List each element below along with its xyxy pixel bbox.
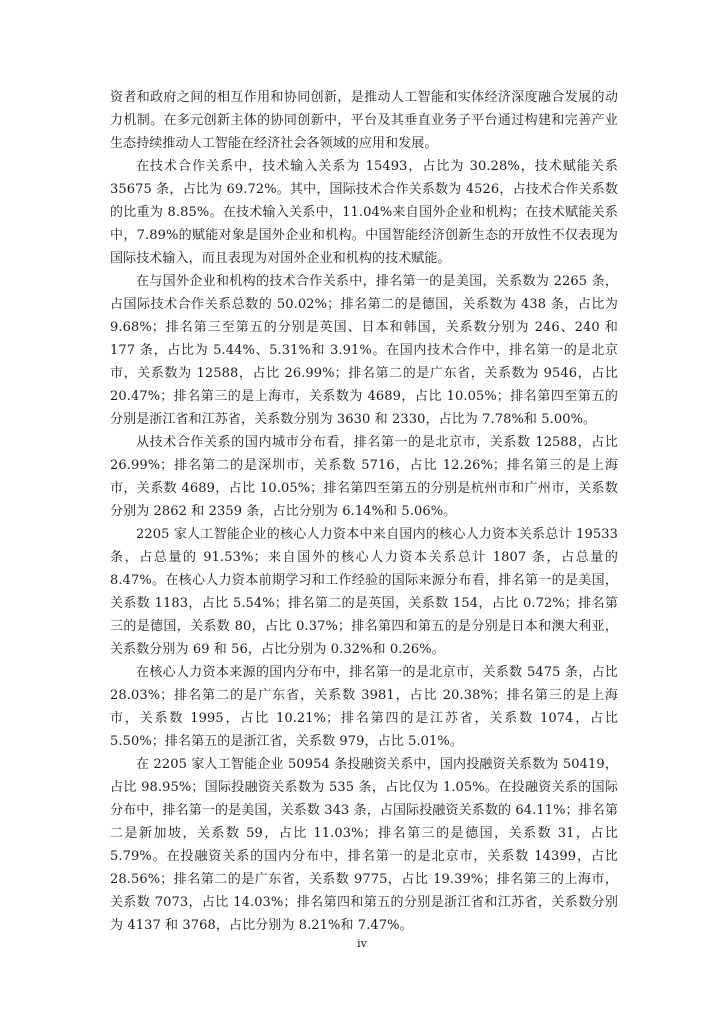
paragraph-human-capital-domestic: 在核心人力资本来源的国内分布中，排名第一的是北京市，关系数 5475 条，占比 28.03%；排名第二的是广东省，关系数 3981，占比 20.38%；排名第三的是上海市，关系数 1995，占比 10.21%；排名第四的是江苏省，关系数 1074，占比 5.50%；排名第五的是浙江省，关系数 979，占比 5.01%。 <box>110 665 618 749</box>
paragraph-continuation: 资者和政府之间的相互作用和协同创新，是推动人工智能和实体经济深度融合发展的动力机制。在多元创新主体的协同创新中，平台及其垂直业务子平台通过构建和完善产业生态持续推动人工智能在经济社会各领域的应用和发展。 <box>110 90 618 151</box>
paragraph-foreign-cooperation: 在与国外企业和机构的技术合作关系中，排名第一的是美国，关系数为 2265 条，占国际技术合作关系总数的 50.02%；排名第二的是德国，关系数为 438 条，占比为 9.68%；排名第三至第五的分别是英国、日本和韩国，关系数分别为 246、240 和 177 条，占比为 5.44%、5.31%和 3.91%。在国内技术合作中，排名第一的是北京市，关系数为 12588，占比 26.99%；排名第二的是广东省，关系数为 9546，占比 20.47%；排名第三的是上海市，关系数为 4689，占比 10.05%；排名第四至第五的分别是浙江省和江苏省，关系数分别为 3630 和 2330，占比为 7.78%和 5.00%。 <box>110 274 618 427</box>
paragraph-investment: 在 2205 家人工智能企业 50954 条投融资关系中，国内投融资关系数为 50419，占比 98.95%；国际投融资关系数为 535 条，占比仅为 1.05%。在投融资关系的国际分布中，排名第一的是美国，关系数 343 条，占国际投融资关系数的 64.11%；排名第二是新加坡，关系数 59，占比 11.03%；排名第三的是德国，关系数 31，占比 5.79%。在投融资关系的国内分布中，排名第一的是北京市，关系数 14399，占比 28.56%；排名第二的是广东省，关系数 9775，占比 19.39%；排名第三的上海市，关系数 7073，占比 14.03%；排名第四和第五的分别是浙江省和江苏省，关系数分别为 4137 和 3768，占比分别为 8.21%和 7.47%。 <box>110 757 618 933</box>
body-text <box>110 86 618 937</box>
paragraph-domestic-cities: 从技术合作关系的国内城市分布看，排名第一的是北京市，关系数 12588，占比 26.99%；排名第二的是深圳市，关系数 5716，占比 12.26%；排名第三的是上海市，关系数 4689，占比 10.05%；排名第四至第五的分别是杭州市和广州市，关系数分别为 2862 和 2359 条，占比分别为 6.14%和 5.06%。 <box>110 435 618 519</box>
paragraph-technology-cooperation: 在技术合作关系中，技术输入关系为 15493，占比为 30.28%，技术赋能关系 35675 条，占比为 69.72%。其中，国际技术合作关系数为 4526，占技术合作关系数的比重为 8.85%。在技术输入关系中，11.04%来自国外企业和机构；在技术赋能关系中，7.89%的赋能对象是国外企业和机构。中国智能经济创新生态的开放性不仅表现为国际技术输入，而且表现为对国外企业和机构的技术赋能。 <box>110 159 618 266</box>
paragraph-human-capital: 2205 家人工智能企业的核心人力资本中来自国内的核心人力资本关系总计 19533 条，占总量的 91.53%；来自国外的核心人力资本关系总计 1807 条，占总量的 8.47%。在核心人力资本前期学习和工作经验的国际来源分布看，排名第一的是美国，关系数 1183，占比 5.54%；排名第二的是英国，关系数 154，占比 0.72%；排名第三的是德国，关系数 80，占比 0.37%；排名第四和第五的是分别是日本和澳大利亚，关系数分别为 69 和 56，占比分别为 0.32%和 0.26%。 <box>110 527 618 657</box>
page-number: iv <box>357 937 367 950</box>
